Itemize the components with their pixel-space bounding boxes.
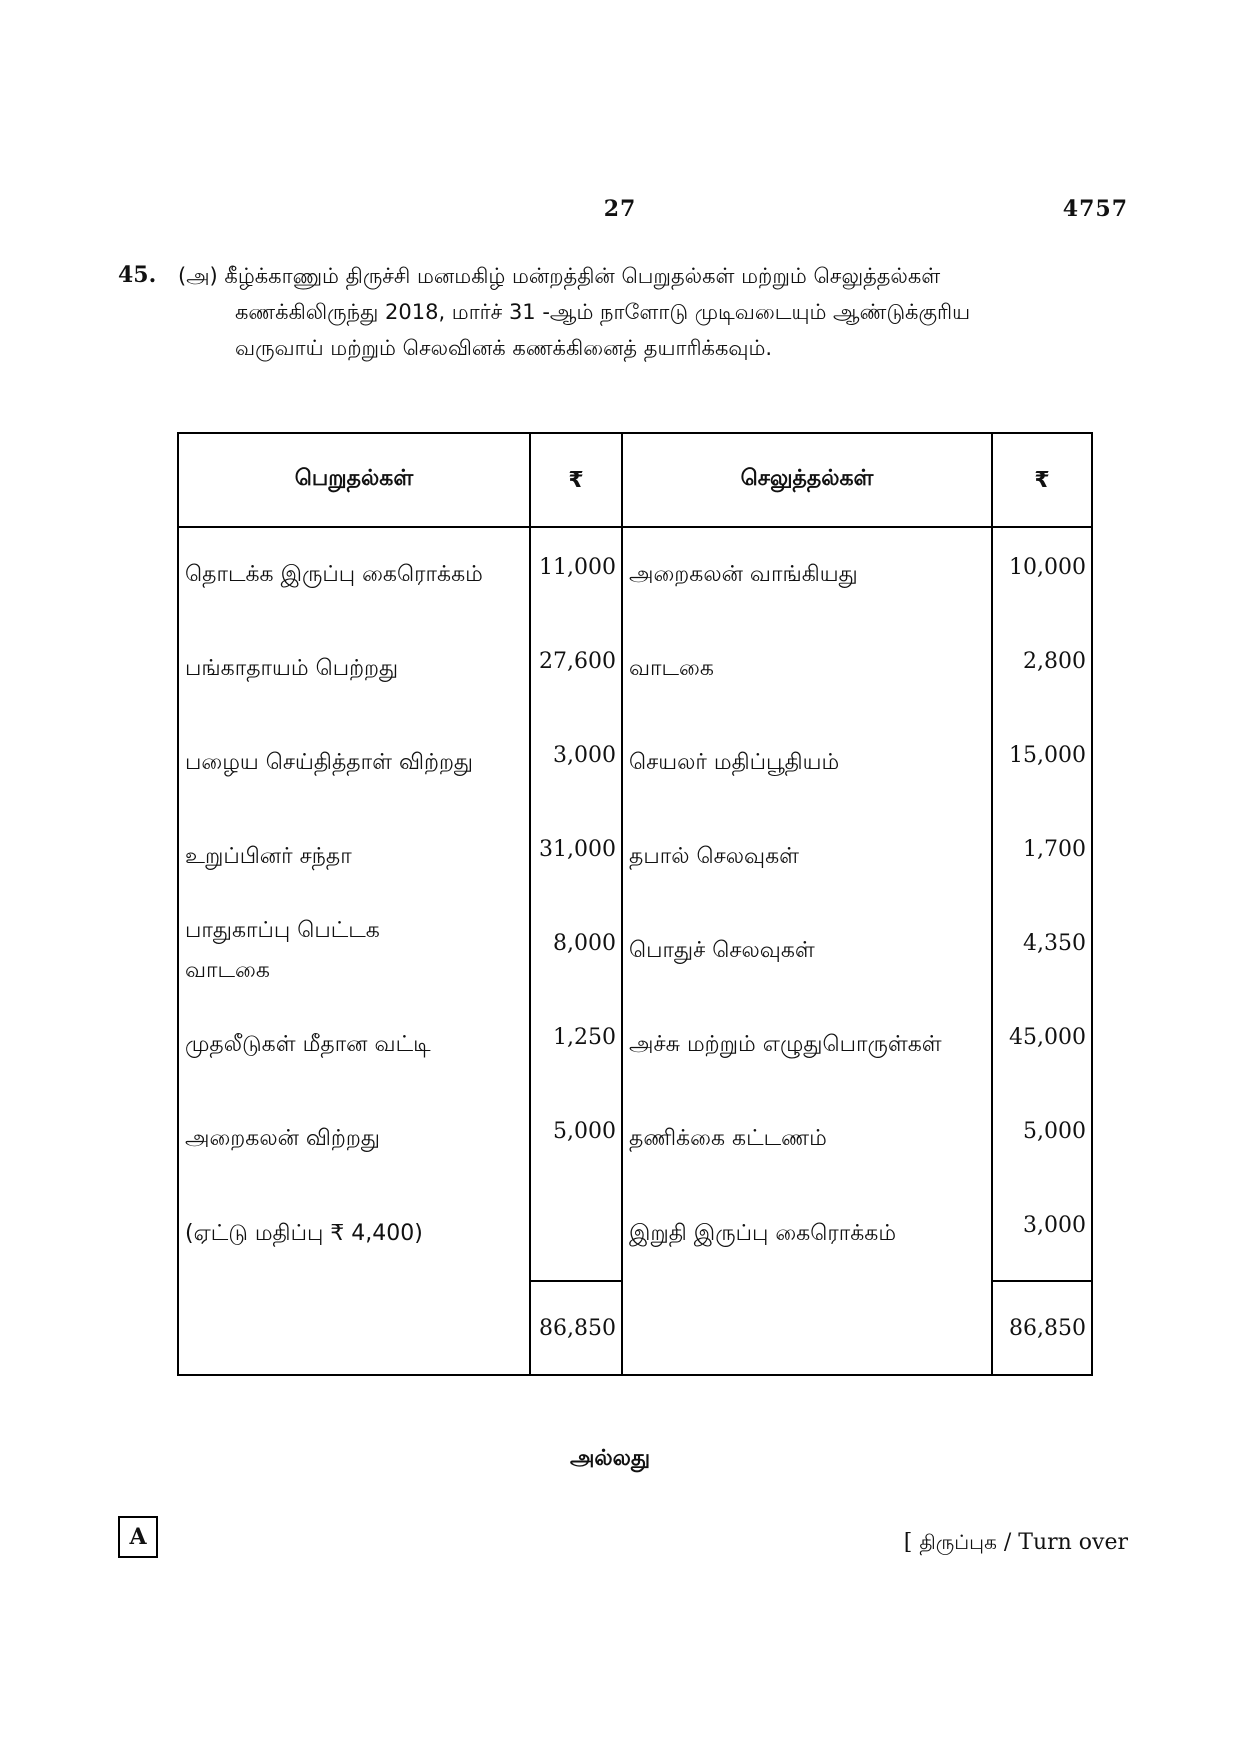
question-number: 45. bbox=[118, 262, 157, 288]
receipt-total-label bbox=[178, 1281, 530, 1375]
receipt-amount bbox=[530, 1186, 622, 1281]
receipt-item: முதலீடுகள் மீதான வட்டி bbox=[178, 998, 530, 1092]
payment-item: அச்சு மற்றும் எழுதுபொருள்கள் bbox=[622, 998, 992, 1092]
payment-item: அறைகலன் வாங்கியது bbox=[622, 527, 992, 622]
receipt-amount: 1,250 bbox=[530, 998, 622, 1092]
receipts-payments-table bbox=[177, 432, 1093, 1376]
payment-item: வாடகை bbox=[622, 622, 992, 716]
question-text bbox=[178, 258, 1078, 366]
payment-item: தணிக்கை கட்டணம் bbox=[622, 1092, 992, 1186]
receipt-amount: 8,000 bbox=[530, 904, 622, 998]
payment-amount: 45,000 bbox=[992, 998, 1092, 1092]
table-row bbox=[178, 527, 1092, 622]
payment-item: செயலர் மதிப்பூதியம் bbox=[622, 716, 992, 810]
table-row bbox=[178, 810, 1092, 904]
receipts-amount-header: ₹ bbox=[530, 433, 622, 527]
payment-item: இறுதி இருப்பு கைரொக்கம் bbox=[622, 1186, 992, 1281]
receipt-amount: 31,000 bbox=[530, 810, 622, 904]
receipt-item: பழைய செய்தித்தாள் விற்றது bbox=[178, 716, 530, 810]
payment-total-label bbox=[622, 1281, 992, 1375]
receipt-amount: 11,000 bbox=[530, 527, 622, 622]
receipt-amount: 27,600 bbox=[530, 622, 622, 716]
table-row bbox=[178, 1186, 1092, 1281]
question-line-3: வருவாய் மற்றும் செலவினக் கணக்கினைத் தயாரிக்கவும். bbox=[235, 336, 773, 360]
payment-amount: 2,800 bbox=[992, 622, 1092, 716]
receipt-item: பங்காதாயம் பெற்றது bbox=[178, 622, 530, 716]
turn-over-tamil: திருப்புக bbox=[919, 1530, 997, 1554]
turn-over-note: [ திருப்புக / Turn over bbox=[903, 1530, 1128, 1555]
table-row bbox=[178, 716, 1092, 810]
payment-amount: 1,700 bbox=[992, 810, 1092, 904]
payments-amount-header: ₹ bbox=[992, 433, 1092, 527]
payment-item: பொதுச் செலவுகள் bbox=[622, 904, 992, 998]
table-row bbox=[178, 998, 1092, 1092]
receipt-item: தொடக்க இருப்பு கைரொக்கம் bbox=[178, 527, 530, 622]
receipts-total: 86,850 bbox=[530, 1281, 622, 1375]
table-row bbox=[178, 622, 1092, 716]
payments-header: செலுத்தல்கள் bbox=[622, 433, 992, 527]
page-number: 27 bbox=[603, 196, 637, 222]
totals-row bbox=[178, 1281, 1092, 1375]
table-row bbox=[178, 904, 1092, 998]
receipts-header: பெறுதல்கள் bbox=[178, 433, 530, 527]
receipt-item: (ஏட்டு மதிப்பு ₹ 4,400) bbox=[178, 1186, 530, 1281]
payment-item: தபால் செலவுகள் bbox=[622, 810, 992, 904]
paper-code: 4757 bbox=[1062, 196, 1128, 222]
receipt-item: பாதுகாப்பு பெட்டக வாடகை bbox=[178, 904, 530, 998]
payments-total: 86,850 bbox=[992, 1281, 1092, 1375]
payment-amount: 10,000 bbox=[992, 527, 1092, 622]
receipt-amount: 5,000 bbox=[530, 1092, 622, 1186]
question-line-2: கணக்கிலிருந்து 2018, மார்ச் 31 -ஆம் நாளோடு முடிவடையும் ஆண்டுக்குரிய bbox=[235, 300, 971, 324]
turn-over-english: Turn over bbox=[1018, 1530, 1128, 1555]
receipt-item: அறைகலன் விற்றது bbox=[178, 1092, 530, 1186]
table-header-row bbox=[178, 433, 1092, 527]
payment-amount: 4,350 bbox=[992, 904, 1092, 998]
or-separator: அல்லது bbox=[569, 1446, 651, 1471]
version-box: A bbox=[118, 1516, 158, 1558]
receipt-item: உறுப்பினர் சந்தா bbox=[178, 810, 530, 904]
payment-amount: 15,000 bbox=[992, 716, 1092, 810]
payment-amount: 3,000 bbox=[992, 1186, 1092, 1281]
payment-amount: 5,000 bbox=[992, 1092, 1092, 1186]
question-line-1: (அ) கீழ்க்காணும் திருச்சி மனமகிழ் மன்றத்தின் பெறுதல்கள் மற்றும் செலுத்தல்கள் bbox=[178, 264, 941, 288]
table-row bbox=[178, 1092, 1092, 1186]
receipt-amount: 3,000 bbox=[530, 716, 622, 810]
